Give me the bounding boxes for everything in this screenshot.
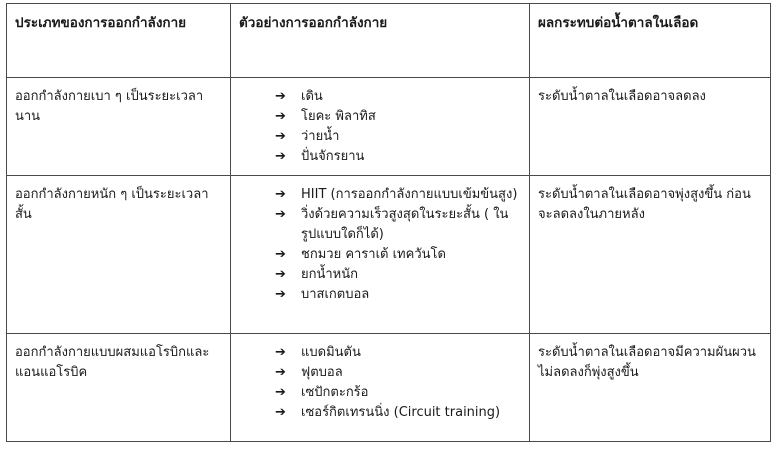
list-item: ➔ โยคะ พิลาทิส	[275, 107, 521, 127]
list-item: ➔ เดิน	[275, 87, 521, 107]
exercise-type-cell: ออกกำลังกายเบา ๆ เป็นระยะเวลานาน	[7, 78, 231, 176]
list-item: ➔ HIIT (การออกกำลังกายแบบเข้มข้นสูง)	[275, 185, 521, 205]
list-item: ➔ วิ่งด้วยความเร็วสูงสุดในระยะสั้น ( ในรูปแบบใดก็ได้)	[275, 207, 509, 242]
effect-cell: ระดับน้ำตาลในเลือดอาจมีความผันผวน ไม่ลดลงก็พุ่งสูงขึ้น	[530, 334, 771, 442]
right-arrow-icon: ➔	[275, 187, 286, 202]
header-row	[7, 4, 771, 78]
exercise-type-cell: ออกกำลังกายแบบผสมแอโรบิกและแอนแอโรบิค	[7, 334, 231, 442]
right-arrow-icon: ➔	[275, 89, 286, 104]
table-row	[7, 78, 771, 176]
examples-cell	[231, 78, 530, 176]
list-item: ➔ เซปักตะกร้อ	[275, 383, 521, 403]
table-row	[7, 176, 771, 334]
right-arrow-icon: ➔	[275, 345, 286, 360]
list-item: ➔ เซอร์กิตเทรนนิ่ง (Circuit training)	[275, 403, 521, 423]
list-item: ➔ ชกมวย คาราเต้ เทควันโด	[275, 245, 521, 265]
right-arrow-icon: ➔	[275, 207, 286, 222]
right-arrow-icon: ➔	[275, 149, 286, 164]
effect-cell: ระดับน้ำตาลในเลือดอาจพุ่งสูงขึ้น ก่อนจะลดลงในภายหลัง	[530, 176, 771, 334]
right-arrow-icon: ➔	[275, 287, 286, 302]
list-item: ➔ ฟุตบอล	[275, 363, 521, 383]
examples-list	[239, 185, 521, 305]
right-arrow-icon: ➔	[275, 365, 286, 380]
right-arrow-icon: ➔	[275, 267, 286, 282]
effect-cell: ระดับน้ำตาลในเลือดอาจลดลง	[530, 78, 771, 176]
examples-cell	[231, 334, 530, 442]
right-arrow-icon: ➔	[275, 109, 286, 124]
list-item: ➔ ยกน้ำหนัก	[275, 265, 521, 285]
examples-cell	[231, 176, 530, 334]
examples-list	[239, 343, 521, 423]
right-arrow-icon: ➔	[275, 129, 286, 144]
list-item: ➔ ปั่นจักรยาน	[275, 147, 521, 167]
exercise-type-cell: ออกกำลังกายหนัก ๆ เป็นระยะเวลาสั้น	[7, 176, 231, 334]
table-row	[7, 334, 771, 442]
list-item: ➔ แบดมินตัน	[275, 343, 521, 363]
header-exercise-examples: ตัวอย่างการออกกำลังกาย	[231, 4, 530, 78]
examples-list	[239, 87, 521, 167]
right-arrow-icon: ➔	[275, 247, 286, 262]
right-arrow-icon: ➔	[275, 385, 286, 400]
list-item: ➔ ว่ายน้ำ	[275, 127, 521, 147]
header-exercise-type: ประเภทของการออกกำลังกาย	[7, 4, 231, 78]
header-blood-sugar-effect: ผลกระทบต่อน้ำตาลในเลือด	[530, 4, 771, 78]
right-arrow-icon: ➔	[275, 405, 286, 420]
exercise-table	[6, 3, 771, 442]
list-item: ➔ บาสเกตบอล	[275, 285, 521, 305]
